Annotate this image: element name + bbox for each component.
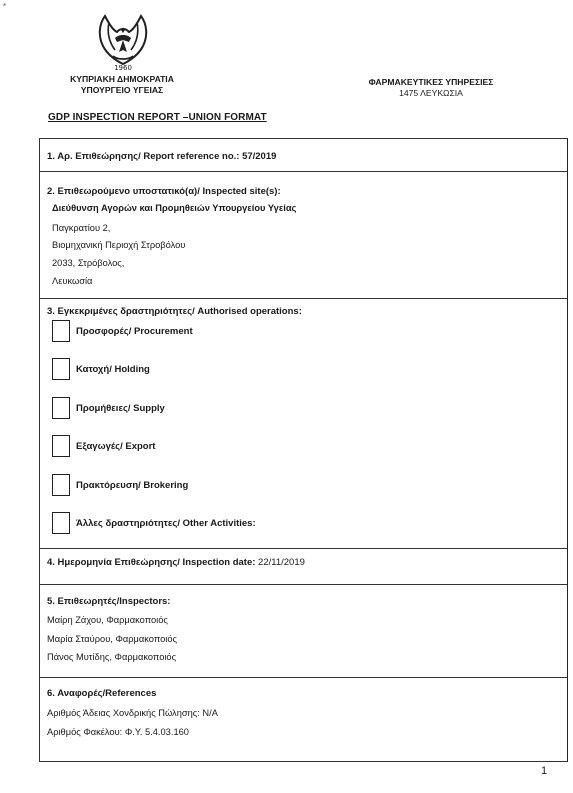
- operation-label: Εξαγωγές/ Export: [76, 441, 156, 452]
- section-inspected-site: [40, 172, 567, 299]
- report-form: [39, 138, 568, 762]
- wholesale-licence-number: Αριθμός Άδειας Χονδρικής Πώλησης: N/A: [47, 708, 218, 718]
- operation-holding: [52, 358, 352, 380]
- procurement-checkbox[interactable]: [52, 320, 70, 342]
- inspection-date-value: 22/11/2019: [258, 557, 305, 568]
- services-location: 1475 ΛΕΥΚΩΣΙΑ: [399, 88, 463, 98]
- operation-label: Κατοχή/ Holding: [76, 364, 150, 375]
- operation-label: Προμήθειες/ Supply: [76, 403, 165, 414]
- operation-procurement: [52, 320, 352, 342]
- report-reference-value: 57/2019: [242, 151, 277, 162]
- section-inspectors: [40, 585, 567, 678]
- operation-supply: [52, 397, 352, 419]
- operation-brokering: [52, 474, 352, 496]
- operation-label: Πρακτόρευση/ Brokering: [76, 480, 189, 491]
- section-references: [40, 678, 567, 763]
- inspection-date-label: 4. Ημερομηνία Επιθεώρησης/ Inspection date: 22/11/2019: [47, 557, 305, 568]
- other-activities-checkbox[interactable]: [52, 512, 70, 534]
- export-checkbox[interactable]: [52, 435, 70, 457]
- authorised-operations-label: 3. Εγκεκριμένες δραστηριότητες/ Authorised operations:: [47, 306, 302, 317]
- site-address-line: Παγκρατίου 2,: [52, 223, 111, 233]
- operation-other-activities: [52, 512, 352, 534]
- file-number: Αριθμός Φακέλου: Φ.Υ. 5.4.03.160: [47, 727, 189, 737]
- ministry-name: ΥΠΟΥΡΓΕΙΟ ΥΓΕΙΑΣ: [80, 85, 164, 95]
- site-address-line: Βιομηχανική Περιοχή Στροβόλου: [52, 240, 186, 250]
- holding-checkbox[interactable]: [52, 358, 70, 380]
- inspectors-label: 5. Επιθεωρητές/Inspectors:: [47, 596, 171, 607]
- svg-text:1960: 1960: [114, 64, 132, 72]
- site-name: Διεύθυνση Αγορών και Προμηθειών Υπουργείου Υγείας: [52, 203, 297, 213]
- site-address-line: Λευκωσία: [52, 276, 93, 286]
- page-number: 1: [541, 765, 548, 777]
- section-inspection-date: [40, 549, 567, 585]
- inspected-site-label: 2. Επιθεωρούμενο υποστατικό(α)/ Inspected site(s):: [47, 186, 281, 197]
- services-name: ΦΑΡΜΑΚΕΥΤΙΚΕΣ ΥΠΗΡΕΣΙΕΣ: [368, 77, 494, 87]
- section-authorised-operations: [40, 299, 567, 549]
- operation-label: Άλλες δραστηριότητες/ Other Activities:: [76, 518, 256, 529]
- cyprus-coat-of-arms-icon: [95, 10, 151, 72]
- republic-name: ΚΥΠΡΙΑΚΗ ΔΗΜΟΚΡΑΤΙΑ: [70, 74, 174, 84]
- services-header: [350, 77, 512, 99]
- references-label: 6. Αναφορές/References: [47, 688, 157, 699]
- operation-export: [52, 435, 352, 457]
- supply-checkbox[interactable]: [52, 397, 70, 419]
- site-address-line: 2033, Στρόβολος,: [52, 258, 125, 268]
- inspector-name: Μαίρη Ζάχου, Φαρμακοποιός: [47, 615, 168, 625]
- corner-mark: *: [3, 2, 7, 11]
- report-title: GDP INSPECTION REPORT –UNION FORMAT: [48, 112, 267, 123]
- report-reference-label: 1. Αρ. Επιθεώρησης/ Report reference no.: 57/2019: [47, 151, 277, 162]
- section-report-reference: [40, 139, 567, 172]
- operation-label: Προσφορές/ Procurement: [76, 326, 193, 337]
- inspector-name: Μαρία Σταύρου, Φαρμακοποιός: [47, 634, 177, 644]
- brokering-checkbox[interactable]: [52, 474, 70, 496]
- inspector-name: Πάνος Μυτίδης, Φαρμακοποιός: [47, 652, 177, 662]
- ministry-header: [62, 74, 182, 96]
